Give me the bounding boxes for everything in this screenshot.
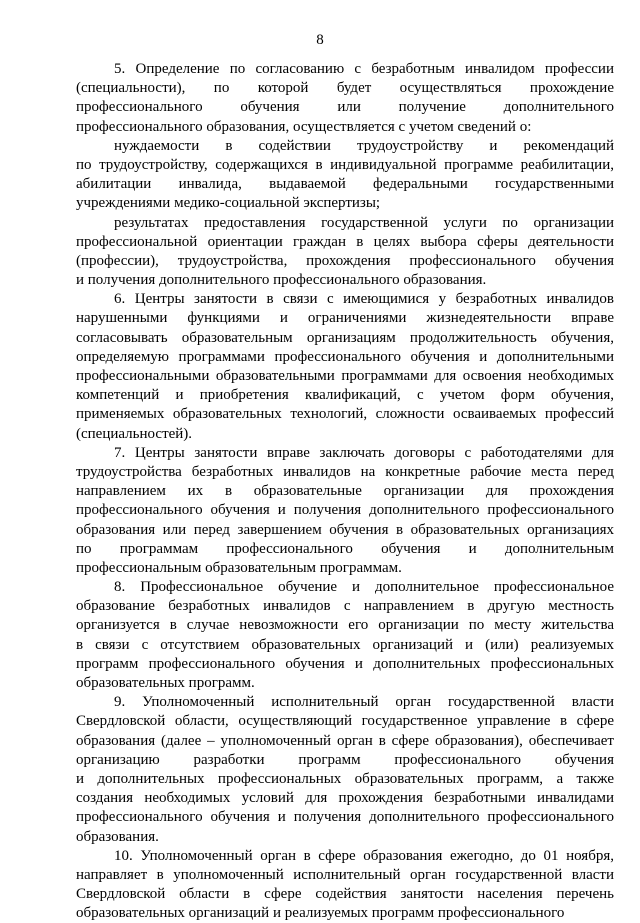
text-line: нуждаемости в содействии трудоустройству и рекомендаций xyxy=(114,137,614,154)
paragraph-p9 xyxy=(76,693,614,847)
text-line: трудоустройства безработных инвалидов на конкретные рабочие места перед xyxy=(76,463,614,480)
text-line: 7. Центры занятости вправе заключать договоры с работодателями для xyxy=(114,444,614,461)
text-line: образовательных программ. xyxy=(76,675,255,691)
text-line: организацию разработки программ профессионального обучения xyxy=(76,751,614,768)
text-line: 9. Уполномоченный исполнительный орган государственной власти xyxy=(114,694,614,711)
page-number: 8 xyxy=(316,32,324,48)
text-line: и получения дополнительного профессионального образования. xyxy=(76,272,487,289)
paragraph-p6 xyxy=(76,290,614,444)
text-line: профессионального обучения или получение дополнительного xyxy=(76,99,614,116)
text-line: результатах предоставления государственной услуги по организации xyxy=(114,214,614,231)
text-line: образовательных организаций и реализуемых программ профессионального xyxy=(76,905,565,922)
text-line: нарушенными функциями и ограничениями жизнедеятельности вправе xyxy=(76,310,614,327)
text-line: определяемую программами профессионального обучения и дополнительными xyxy=(76,348,614,365)
text-line: (профессии), трудоустройства, прохождения профессионального обучения xyxy=(76,252,614,269)
text-line: профессионального обучения и получения дополнительного профессионального xyxy=(76,809,614,826)
text-line: 5. Определение по согласованию с безработным инвалидом профессии xyxy=(114,61,614,77)
text-line: направляет в уполномоченный исполнительный орган государственной власти xyxy=(76,866,614,883)
text-line: организуется в случае невозможности его организации по месту жительства xyxy=(76,617,614,634)
paragraph-p5 xyxy=(76,60,614,137)
paragraph-p8 xyxy=(76,578,614,693)
text-line: 6. Центры занятости в связи с имеющимися у безработных инвалидов xyxy=(114,291,614,308)
text-line: 8. Профессиональное обучение и дополнительное профессиональное xyxy=(114,579,614,596)
text-line: в связи с отсутствием образовательных организаций и (или) реализуемых xyxy=(76,636,614,653)
text-line: профессионального обучения и получения дополнительного профессионального xyxy=(76,502,614,519)
text-line: профессиональным образовательным программам. xyxy=(76,559,402,576)
text-line: и дополнительных профессиональных образовательных программ, а также xyxy=(76,770,614,787)
text-line: образования (далее – уполномоченный орган в сфере образования), обеспечивает xyxy=(76,732,614,749)
text-line: создания необходимых условий для прохождения безработными инвалидами xyxy=(76,790,614,807)
paragraph-p7 xyxy=(76,444,614,578)
paragraph-p5b xyxy=(76,214,614,291)
text-line: профессиональной ориентации граждан в целях выбора сферы деятельности xyxy=(76,233,614,250)
paragraph-p5a xyxy=(76,137,614,214)
text-line: программ профессионального обучения и дополнительных профессиональных xyxy=(76,655,614,672)
text-line: Свердловской области в сфере содействия занятости населения перечень xyxy=(76,886,614,903)
text-line: учреждениями медико-социальной экспертизы; xyxy=(76,195,381,212)
text-line: образования или перед завершением обучения в образовательных организациях xyxy=(76,521,614,538)
text-line: компетенций и приобретения квалификаций, с учетом форм обучения, xyxy=(76,387,614,404)
paragraph-p10 xyxy=(76,847,614,923)
text-line: Свердловской области, осуществляющий государственное управление в сфере xyxy=(76,713,614,730)
text-line: образование безработных инвалидов с направлением в другую местность xyxy=(76,598,614,615)
text-line: профессионального образования, осуществляется с учетом сведений о: xyxy=(76,118,532,135)
text-line: применяемых образовательных технологий, сложности осваиваемых профессий xyxy=(76,406,614,423)
document-body xyxy=(76,60,614,923)
text-line: профессиональными образовательными программами для освоения необходимых xyxy=(76,368,614,384)
text-line: согласовывать образовательным организациям продолжительность обучения, xyxy=(76,329,614,346)
text-line: по трудоустройству, содержащихся в индивидуальной программе реабилитации, xyxy=(76,156,614,173)
text-line: абилитации инвалида, выдаваемой федеральными государственными xyxy=(76,176,614,193)
text-line: направлением их в образовательные организации для прохождения xyxy=(76,483,614,500)
text-line: (специальностей). xyxy=(76,425,193,442)
text-line: по программам профессионального обучения и дополнительным xyxy=(76,540,614,557)
text-line: (специальности), по которой будет осуществляться прохождение xyxy=(76,80,614,97)
text-line: образования. xyxy=(76,828,159,845)
text-line: 10. Уполномоченный орган в сфере образования ежегодно, до 01 ноября, xyxy=(114,847,614,864)
